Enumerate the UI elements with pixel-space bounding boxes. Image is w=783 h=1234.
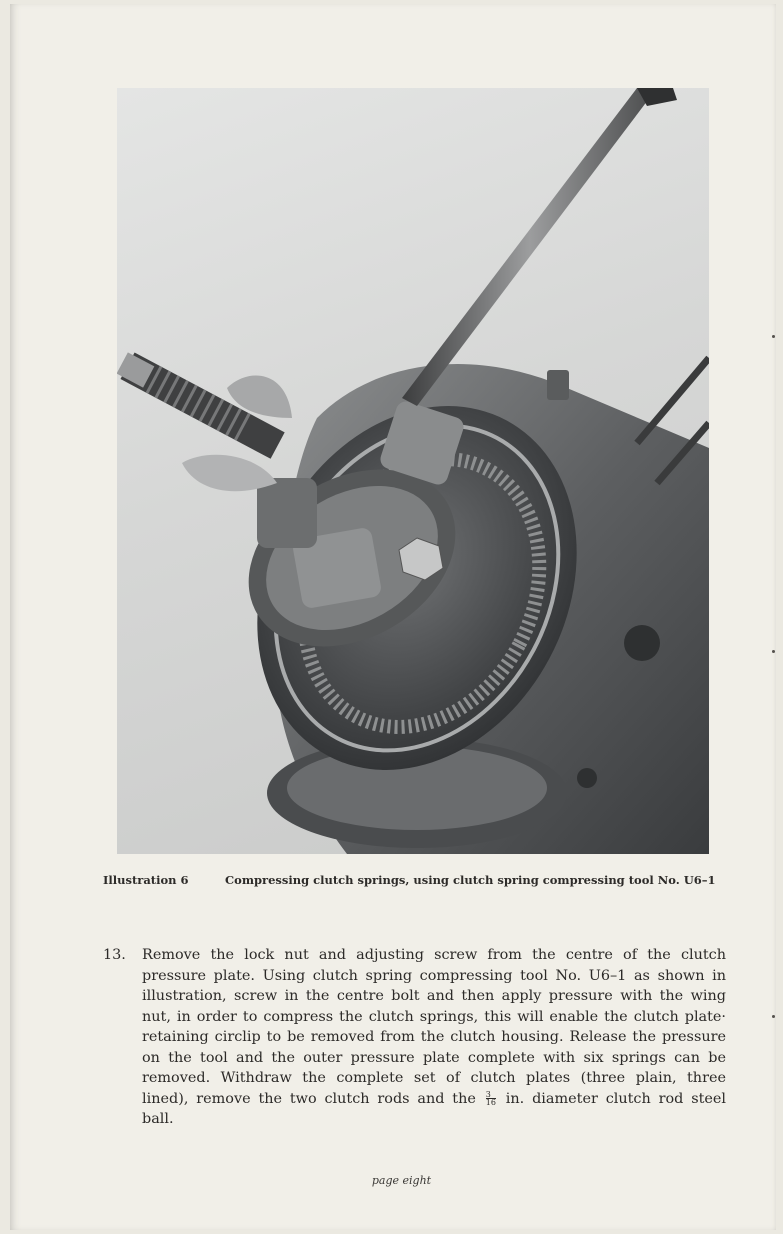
- fraction-denominator: 16: [485, 1098, 496, 1107]
- step-line: Remove the lock nut and adjusting screw from the centre of the clutch: [142, 947, 726, 963]
- step-line: pressure plate. Using clutch spring compressing tool No. U6–1 as shown in: [142, 967, 726, 984]
- step-text: [142, 945, 726, 1130]
- step-line: on the tool and the outer pressure plate complete with six springs can be: [142, 1049, 726, 1066]
- step-line: ball.: [142, 1111, 174, 1127]
- binding-hole: [772, 335, 775, 338]
- figure-label: Illustration 6: [103, 873, 189, 887]
- step-line: removed. Withdraw the complete set of clutch plates (three plain, three: [142, 1070, 726, 1086]
- fraction: [486, 1091, 496, 1106]
- step-line: illustration, screw in the centre bolt and then apply pressure with the wing: [142, 988, 726, 1004]
- step-line-part: in. diameter clutch rod steel: [505, 1090, 727, 1107]
- step-line-fraction: [142, 1089, 726, 1110]
- page-footer: page eight: [371, 1174, 432, 1187]
- step-line-part: lined), remove the two clutch rods and the: [142, 1090, 476, 1107]
- step-line: retaining circlip to be removed from the clutch housing. Release the pressure: [142, 1029, 726, 1045]
- fraction-numerator: 3: [486, 1091, 496, 1099]
- clutch-illustration: [117, 88, 709, 854]
- step-line: nut, in order to compress the clutch springs, this will enable the clutch plate·: [142, 1008, 726, 1025]
- figure-caption-text: Compressing clutch springs, using clutch spring compressing tool No. U6–1: [225, 873, 716, 887]
- binding-hole: [772, 1015, 775, 1018]
- manual-page: [10, 4, 776, 1230]
- step-number: 13.: [103, 947, 126, 963]
- clutch-photo: [117, 88, 709, 854]
- binding-hole: [772, 650, 775, 653]
